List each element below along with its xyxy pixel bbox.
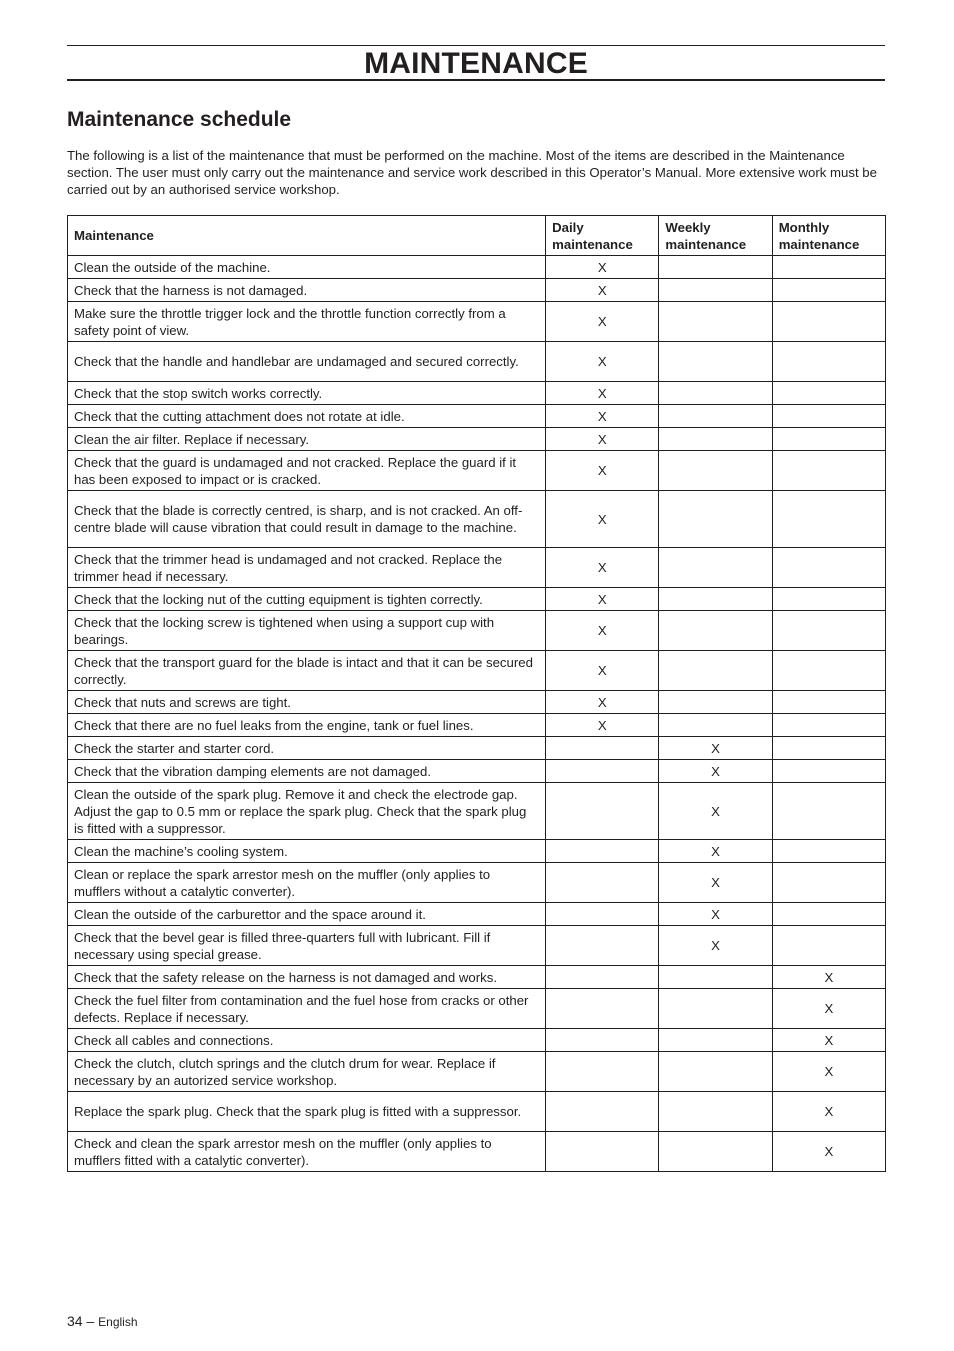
weekly-cell (659, 382, 772, 405)
column-header-weekly: Weekly maintenance (659, 216, 772, 256)
monthly-cell (772, 451, 885, 491)
column-header-maintenance: Maintenance (68, 216, 546, 256)
daily-cell (546, 1029, 659, 1052)
weekly-cell (659, 279, 772, 302)
monthly-cell (772, 302, 885, 342)
monthly-cell: X (772, 966, 885, 989)
table-row (68, 1132, 886, 1172)
daily-cell (546, 863, 659, 903)
daily-cell (546, 903, 659, 926)
monthly-cell: X (772, 989, 885, 1029)
task-cell: Check that the guard is undamaged and not cracked. Replace the guard if it has been exposed to impact or is cracked. (68, 451, 546, 491)
task-cell: Clean or replace the spark arrestor mesh on the muffler (only applies to mufflers without a catalytic converter). (68, 863, 546, 903)
daily-cell (546, 1092, 659, 1132)
daily-cell: X (546, 302, 659, 342)
weekly-cell (659, 966, 772, 989)
task-cell: Check that there are no fuel leaks from the engine, tank or fuel lines. (68, 714, 546, 737)
weekly-cell (659, 588, 772, 611)
monthly-cell (772, 840, 885, 863)
daily-cell (546, 737, 659, 760)
weekly-cell (659, 1092, 772, 1132)
weekly-cell (659, 1132, 772, 1172)
daily-cell (546, 783, 659, 840)
task-cell: Check that the cutting attachment does not rotate at idle. (68, 405, 546, 428)
monthly-cell (772, 651, 885, 691)
table-row (68, 691, 886, 714)
daily-cell: X (546, 382, 659, 405)
weekly-cell: X (659, 737, 772, 760)
table-row (68, 966, 886, 989)
table-row (68, 714, 886, 737)
table-row (68, 783, 886, 840)
monthly-cell: X (772, 1092, 885, 1132)
task-cell: Check the starter and starter cord. (68, 737, 546, 760)
page-footer (67, 1312, 138, 1331)
monthly-cell (772, 588, 885, 611)
task-cell: Check all cables and connections. (68, 1029, 546, 1052)
daily-cell (546, 1052, 659, 1092)
weekly-cell (659, 611, 772, 651)
monthly-cell (772, 714, 885, 737)
table-row (68, 737, 886, 760)
monthly-cell (772, 691, 885, 714)
table-header-row (68, 216, 886, 256)
monthly-cell (772, 737, 885, 760)
daily-cell: X (546, 451, 659, 491)
column-header-monthly: Monthly maintenance (772, 216, 885, 256)
task-cell: Clean the outside of the machine. (68, 256, 546, 279)
table-row (68, 382, 886, 405)
maintenance-schedule-table (67, 215, 886, 1172)
table-row (68, 302, 886, 342)
section-title: Maintenance schedule (67, 108, 292, 131)
task-cell: Check that the harness is not damaged. (68, 279, 546, 302)
monthly-cell (772, 279, 885, 302)
daily-cell: X (546, 588, 659, 611)
weekly-cell (659, 491, 772, 548)
weekly-cell: X (659, 783, 772, 840)
daily-cell: X (546, 256, 659, 279)
daily-cell: X (546, 405, 659, 428)
table-row (68, 279, 886, 302)
column-header-daily: Daily maintenance (546, 216, 659, 256)
weekly-cell (659, 989, 772, 1029)
table-row (68, 1029, 886, 1052)
page-header-title: MAINTENANCE (364, 46, 588, 80)
table-body (68, 256, 886, 1172)
task-cell: Check that the stop switch works correctly. (68, 382, 546, 405)
weekly-cell (659, 1029, 772, 1052)
task-cell: Check the fuel filter from contamination and the fuel hose from cracks or other defects. Replace if necessary. (68, 989, 546, 1029)
weekly-cell (659, 451, 772, 491)
task-cell: Check and clean the spark arrestor mesh on the muffler (only applies to mufflers fitted with a catalytic converter). (68, 1132, 546, 1172)
monthly-cell (772, 863, 885, 903)
weekly-cell (659, 1052, 772, 1092)
weekly-cell: X (659, 760, 772, 783)
daily-cell: X (546, 714, 659, 737)
monthly-cell (772, 903, 885, 926)
task-cell: Check that the locking nut of the cutting equipment is tighten correctly. (68, 588, 546, 611)
daily-cell: X (546, 342, 659, 382)
footer-language: English (98, 1315, 138, 1329)
daily-cell (546, 966, 659, 989)
task-cell: Clean the machine’s cooling system. (68, 840, 546, 863)
weekly-cell (659, 714, 772, 737)
weekly-cell: X (659, 903, 772, 926)
weekly-cell (659, 691, 772, 714)
weekly-cell (659, 342, 772, 382)
weekly-cell: X (659, 926, 772, 966)
monthly-cell (772, 491, 885, 548)
table-row (68, 651, 886, 691)
monthly-cell (772, 783, 885, 840)
monthly-cell: X (772, 1132, 885, 1172)
monthly-cell (772, 760, 885, 783)
weekly-cell (659, 548, 772, 588)
monthly-cell (772, 926, 885, 966)
daily-cell (546, 1132, 659, 1172)
table-row (68, 405, 886, 428)
daily-cell (546, 840, 659, 863)
table-row (68, 926, 886, 966)
weekly-cell (659, 405, 772, 428)
task-cell: Check that the blade is correctly centred, is sharp, and is not cracked. An off-centre blade will cause vibration that could result in damage to the machine. (68, 491, 546, 548)
task-cell: Clean the outside of the carburettor and the space around it. (68, 903, 546, 926)
table-row (68, 451, 886, 491)
monthly-cell: X (772, 1029, 885, 1052)
task-cell: Make sure the throttle trigger lock and the throttle function correctly from a safety point of view. (68, 302, 546, 342)
table-row (68, 1052, 886, 1092)
daily-cell: X (546, 611, 659, 651)
daily-cell (546, 760, 659, 783)
table-row (68, 548, 886, 588)
table-row (68, 342, 886, 382)
task-cell: Check that the bevel gear is filled three-quarters full with lubricant. Fill if necessary using special grease. (68, 926, 546, 966)
monthly-cell (772, 405, 885, 428)
daily-cell: X (546, 651, 659, 691)
monthly-cell (772, 611, 885, 651)
table-row (68, 428, 886, 451)
monthly-cell (772, 548, 885, 588)
table-row (68, 760, 886, 783)
monthly-cell: X (772, 1052, 885, 1092)
task-cell: Check that the vibration damping elements are not damaged. (68, 760, 546, 783)
monthly-cell (772, 342, 885, 382)
page-number: 34 – (67, 1313, 95, 1329)
daily-cell: X (546, 548, 659, 588)
task-cell: Clean the air filter. Replace if necessary. (68, 428, 546, 451)
task-cell: Replace the spark plug. Check that the spark plug is fitted with a suppressor. (68, 1092, 546, 1132)
task-cell: Clean the outside of the spark plug. Remove it and check the electrode gap. Adjust the gap to 0.5 mm or replace the spark plug. Check that the spark plug is fitted with a suppressor. (68, 783, 546, 840)
table-row (68, 903, 886, 926)
intro-paragraph: The following is a list of the maintenance that must be performed on the machine. Most of the items are described in the Maintenance section. The user must only carry out the maintenance and service work described in this Operator’s Manual. More extensive work must be carried out by an authorised service workshop. (67, 148, 877, 197)
daily-cell: X (546, 279, 659, 302)
task-cell: Check that the locking screw is tightened when using a support cup with bearings. (68, 611, 546, 651)
page-header (67, 45, 885, 81)
table-row (68, 840, 886, 863)
task-cell: Check that the safety release on the harness is not damaged and works. (68, 966, 546, 989)
daily-cell (546, 989, 659, 1029)
table-row (68, 989, 886, 1029)
task-cell: Check the clutch, clutch springs and the clutch drum for wear. Replace if necessary by an autorized service workshop. (68, 1052, 546, 1092)
monthly-cell (772, 256, 885, 279)
weekly-cell (659, 256, 772, 279)
table-row (68, 491, 886, 548)
table-row (68, 256, 886, 279)
task-cell: Check that the handle and handlebar are undamaged and secured correctly. (68, 342, 546, 382)
table-row (68, 611, 886, 651)
table-row (68, 863, 886, 903)
weekly-cell (659, 428, 772, 451)
table-row (68, 1092, 886, 1132)
table-row (68, 588, 886, 611)
daily-cell: X (546, 428, 659, 451)
monthly-cell (772, 382, 885, 405)
weekly-cell (659, 302, 772, 342)
daily-cell: X (546, 491, 659, 548)
task-cell: Check that nuts and screws are tight. (68, 691, 546, 714)
weekly-cell (659, 651, 772, 691)
daily-cell: X (546, 691, 659, 714)
weekly-cell: X (659, 863, 772, 903)
weekly-cell: X (659, 840, 772, 863)
daily-cell (546, 926, 659, 966)
task-cell: Check that the transport guard for the blade is intact and that it can be secured correctly. (68, 651, 546, 691)
monthly-cell (772, 428, 885, 451)
task-cell: Check that the trimmer head is undamaged and not cracked. Replace the trimmer head if necessary. (68, 548, 546, 588)
